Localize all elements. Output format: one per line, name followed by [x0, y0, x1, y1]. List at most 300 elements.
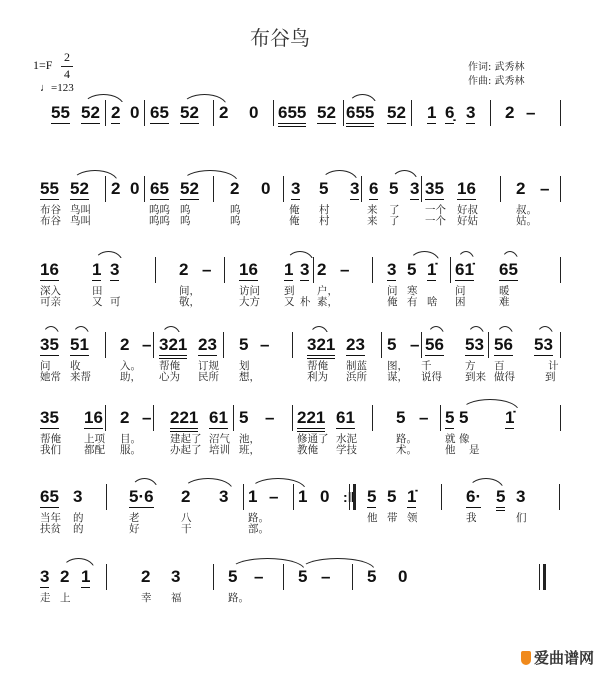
note-text: 5	[387, 335, 397, 354]
note-text: –	[269, 487, 279, 506]
note-group	[319, 180, 328, 198]
duration-underline	[346, 123, 374, 124]
lyric-syllable: 计	[548, 360, 559, 372]
lyric-syllable: 敬，	[179, 296, 200, 308]
note-group	[387, 261, 396, 279]
duration-underline	[170, 428, 198, 429]
note-text: 1	[284, 260, 294, 279]
lyric-syllable: 布谷	[40, 215, 61, 227]
note-text: 52	[180, 179, 199, 198]
lyric-syllable: 叔。	[516, 204, 537, 216]
note-group	[81, 568, 90, 586]
note-group	[40, 409, 59, 427]
note-group	[526, 104, 535, 122]
duration-underline	[180, 123, 199, 124]
barline	[440, 405, 441, 431]
barline	[273, 100, 274, 126]
lyric-syllable: 幸	[141, 592, 152, 604]
note-group	[540, 180, 549, 198]
slur-arc	[501, 251, 519, 263]
slur-arc	[391, 170, 418, 182]
note-text: 5	[367, 567, 377, 586]
lyricist-credit: 作词: 武秀林	[468, 62, 525, 73]
note-text: 2	[317, 260, 327, 279]
duration-underline	[40, 355, 59, 356]
slur-arc	[309, 326, 329, 338]
note-text: 65	[499, 260, 518, 279]
lyric-syllable: 八	[181, 512, 192, 524]
lyric-syllable: 订规	[198, 360, 219, 372]
note-group	[350, 180, 359, 198]
lyric-syllable: 问	[387, 285, 398, 297]
barline	[106, 484, 107, 510]
lyric-syllable: 呜	[180, 215, 191, 227]
note-text: 1̇	[505, 408, 515, 427]
duration-underline	[387, 280, 396, 281]
duration-underline	[466, 123, 475, 124]
duration-underline	[427, 280, 436, 281]
note-group	[239, 336, 248, 354]
slur-arc	[286, 251, 314, 263]
note-group	[317, 104, 336, 122]
duration-underline	[40, 587, 49, 588]
note-group	[40, 180, 59, 198]
tempo-marking	[40, 82, 74, 94]
time-signature-numerator: 2	[64, 50, 70, 64]
note-text: 35	[40, 335, 59, 354]
barline	[421, 332, 422, 358]
lyric-syllable: 深入	[40, 285, 61, 297]
barline	[381, 332, 382, 358]
quarter-note-icon: ♩	[40, 82, 51, 94]
barline	[292, 332, 293, 358]
duration-underline	[369, 199, 378, 200]
slur-arc	[348, 94, 377, 106]
note-text: 221	[297, 408, 326, 427]
duration-underline	[291, 199, 300, 200]
barline	[560, 405, 561, 431]
lyric-syllable: 带	[387, 512, 398, 524]
duration-underline	[534, 355, 553, 356]
note-group	[60, 568, 69, 586]
duration-underline	[110, 280, 119, 281]
note-text: 6	[369, 179, 379, 198]
lyric-syllable: 路。	[228, 592, 249, 604]
duration-underline	[410, 199, 419, 200]
duration-underline	[150, 199, 169, 200]
note-group	[51, 104, 70, 122]
lyric-syllable: 帮俺	[307, 360, 328, 372]
note-text: 61̇	[455, 260, 474, 279]
barline	[105, 332, 106, 358]
note-group	[320, 488, 329, 506]
note-text: 52	[387, 103, 406, 122]
duration-underline	[387, 123, 406, 124]
final-barline	[539, 564, 546, 590]
lyric-syllable: 好	[129, 523, 140, 535]
lyric-syllable: 一个	[425, 215, 446, 227]
note-text: 5	[239, 408, 249, 427]
duration-underline	[297, 428, 325, 429]
note-group	[291, 180, 300, 198]
note-text: –	[526, 103, 536, 122]
note-text: 221	[170, 408, 199, 427]
note-group	[278, 104, 306, 122]
note-group	[40, 336, 59, 354]
barline	[488, 332, 489, 358]
lyric-syllable: 部。	[248, 523, 269, 535]
duration-underline	[300, 280, 309, 281]
lyric-syllable: 领	[407, 512, 418, 524]
lyric-syllable: 上	[60, 592, 71, 604]
barline	[560, 257, 561, 283]
lyric-syllable: 都配	[84, 444, 105, 456]
note-group	[239, 261, 258, 279]
music-note-logo-icon	[521, 651, 531, 665]
note-group	[40, 568, 49, 586]
note-group	[180, 180, 199, 198]
note-text: 3	[300, 260, 310, 279]
slur-arc	[300, 558, 375, 570]
note-group	[398, 568, 407, 586]
barline	[450, 257, 451, 283]
note-group	[466, 104, 475, 122]
lyric-syllable: 一个	[425, 204, 446, 216]
duration-underline	[239, 280, 258, 281]
note-group	[142, 409, 151, 427]
note-group	[129, 488, 154, 506]
duration-underline	[209, 428, 228, 429]
lyric-syllable: 浜所	[346, 371, 367, 383]
lyric-syllable: 姑。	[516, 215, 537, 227]
note-text: 1	[298, 487, 308, 506]
note-text: 5	[387, 487, 397, 506]
duration-underline	[51, 123, 70, 124]
duration-underline	[278, 126, 306, 127]
lyric-syllable: 池，	[239, 433, 260, 445]
slur-arc	[161, 326, 181, 338]
time-signature-denominator: 4	[64, 67, 70, 81]
note-text: 16	[84, 408, 103, 427]
note-group	[389, 180, 398, 198]
duration-underline	[350, 199, 359, 200]
note-group	[410, 180, 419, 198]
barline	[105, 405, 106, 431]
lyric-syllable: 户，	[317, 285, 338, 297]
note-group	[111, 104, 120, 122]
note-group	[317, 261, 326, 279]
lyric-syllable: 民所	[198, 371, 219, 383]
note-text: 6·	[466, 487, 482, 506]
lyric-syllable: 呜呜	[149, 204, 170, 216]
note-group	[181, 488, 190, 506]
repeat-dots: :‖	[343, 489, 355, 505]
note-group	[248, 488, 257, 506]
lyric-syllable: 助，	[120, 371, 141, 383]
lyric-syllable: 路。	[396, 433, 417, 445]
note-text: 1̇	[407, 487, 417, 506]
note-text: 52	[70, 179, 89, 198]
lyric-syllable: 又	[92, 296, 103, 308]
lyric-syllable: 扶贫	[40, 523, 61, 535]
lyric-syllable: 可	[110, 296, 121, 308]
note-text: 52	[317, 103, 336, 122]
note-group	[239, 409, 248, 427]
lyric-syllable: 教俺	[297, 444, 318, 456]
note-text: 2	[111, 179, 121, 198]
duration-underline	[496, 510, 505, 511]
duration-underline	[111, 123, 120, 124]
note-text: 3	[410, 179, 420, 198]
note-group	[445, 104, 454, 122]
lyric-syllable: 到	[284, 285, 295, 297]
duration-underline	[445, 123, 454, 124]
lyric-syllable: 到	[545, 371, 556, 383]
slur-arc	[321, 170, 358, 182]
note-text: 5	[389, 179, 399, 198]
duration-underline	[84, 428, 103, 429]
barline	[560, 176, 561, 202]
note-text: 5	[319, 179, 329, 198]
note-group	[269, 488, 278, 506]
note-group	[219, 488, 228, 506]
duration-underline	[499, 280, 518, 281]
barline	[559, 484, 560, 510]
note-group	[466, 488, 481, 506]
note-group	[120, 409, 129, 427]
barline	[283, 176, 284, 202]
note-text: 5	[459, 408, 469, 427]
lyric-syllable: 俺	[289, 204, 300, 216]
note-group	[179, 261, 188, 279]
lyric-syllable: 难	[499, 296, 510, 308]
lyric-syllable: 来	[367, 215, 378, 227]
note-text: 3	[73, 487, 83, 506]
lyric-syllable: 走	[40, 592, 51, 604]
note-group	[396, 409, 405, 427]
note-text: 2	[505, 103, 515, 122]
note-text: –	[142, 335, 152, 354]
note-group	[150, 104, 169, 122]
note-text: 65	[40, 487, 59, 506]
watermark	[521, 647, 594, 668]
duration-underline	[159, 355, 187, 356]
lyric-syllable: 问	[40, 360, 51, 372]
slur-arc	[131, 478, 158, 490]
lyric-syllable: 她常	[40, 371, 61, 383]
duration-underline	[70, 355, 89, 356]
key-signature: 1=F	[33, 58, 53, 72]
note-text: 2	[179, 260, 189, 279]
lyric-syllable: 到来	[465, 371, 486, 383]
note-group	[298, 488, 307, 506]
barline	[144, 176, 145, 202]
lyric-syllable: 做得	[494, 371, 515, 383]
barline	[490, 100, 491, 126]
note-text: 655	[278, 103, 307, 122]
slur-arc	[42, 326, 60, 338]
slur-arc	[62, 558, 95, 570]
note-group	[40, 261, 59, 279]
lyric-syllable: 困	[455, 296, 466, 308]
note-text: 0	[398, 567, 408, 586]
note-text: 2	[219, 103, 229, 122]
note-group	[249, 104, 258, 122]
note-group	[387, 104, 406, 122]
lyric-syllable: 呜	[230, 204, 241, 216]
note-group	[505, 104, 514, 122]
note-text: 1	[427, 103, 437, 122]
lyric-syllable: 来	[367, 204, 378, 216]
note-text: 3	[171, 567, 181, 586]
lyric-syllable: 大方	[239, 296, 260, 308]
barline	[153, 405, 154, 431]
duration-underline	[40, 507, 59, 508]
duration-underline	[129, 507, 154, 508]
barline	[223, 332, 224, 358]
duration-underline	[445, 428, 454, 429]
lyric-syllable: 有	[407, 296, 418, 308]
duration-underline	[81, 123, 100, 124]
duration-underline	[505, 428, 514, 429]
note-group	[465, 336, 484, 354]
slur-arc	[72, 326, 90, 338]
note-group	[171, 568, 180, 586]
note-text: 35	[40, 408, 59, 427]
note-text: –	[265, 408, 275, 427]
note-group	[260, 336, 269, 354]
barline	[421, 176, 422, 202]
composer-credit: 作曲: 武秀林	[468, 76, 525, 87]
duration-underline	[455, 280, 474, 281]
duration-underline	[346, 355, 365, 356]
duration-underline	[307, 355, 335, 356]
lyric-syllable: 问	[455, 285, 466, 297]
lyric-syllable: 水泥	[336, 433, 357, 445]
lyric-syllable: 制蓝	[346, 360, 367, 372]
note-text: 56	[425, 335, 444, 354]
duration-underline	[180, 199, 199, 200]
note-group	[346, 336, 365, 354]
note-group	[198, 336, 217, 354]
note-text: 65	[150, 179, 169, 198]
barline	[224, 257, 225, 283]
note-text: 2	[111, 103, 121, 122]
note-text: 2	[141, 567, 151, 586]
note-text: 51	[70, 335, 89, 354]
note-text: –	[410, 335, 420, 354]
lyric-syllable: 鸟叫	[70, 204, 91, 216]
note-text: 52	[81, 103, 100, 122]
duration-underline	[425, 355, 444, 356]
note-text: 0	[320, 487, 330, 506]
lyric-syllable: 图，	[387, 360, 408, 372]
duration-underline	[317, 123, 336, 124]
note-group	[455, 261, 474, 279]
note-text: 16	[239, 260, 258, 279]
note-group	[84, 409, 103, 427]
lyric-syllable: 培训	[209, 444, 230, 456]
note-group	[230, 180, 239, 198]
note-text: –	[419, 408, 429, 427]
note-group	[209, 409, 228, 427]
barline	[155, 257, 156, 283]
slur-arc	[182, 94, 227, 106]
note-text: 23	[198, 335, 217, 354]
lyric-syllable: 就	[445, 433, 456, 445]
lyric-syllable: 又	[284, 296, 295, 308]
duration-underline	[40, 280, 59, 281]
note-text: 1	[248, 487, 258, 506]
slur-arc	[72, 170, 118, 182]
note-group	[73, 488, 82, 506]
lyric-syllable: 修通了	[297, 433, 329, 445]
note-text: 65	[150, 103, 169, 122]
duration-underline	[81, 587, 90, 588]
lyric-syllable: 术。	[396, 444, 417, 456]
lyric-syllable: 我们	[40, 444, 61, 456]
note-text: 61	[336, 408, 355, 427]
note-group	[298, 568, 307, 586]
note-text: 2	[120, 408, 130, 427]
duration-underline	[278, 123, 306, 124]
lyric-syllable: 朴	[300, 296, 311, 308]
lyric-syllable: 了	[389, 204, 400, 216]
duration-underline	[457, 199, 476, 200]
note-group	[321, 568, 330, 586]
lyric-syllable: 千	[421, 360, 432, 372]
note-group	[516, 488, 525, 506]
note-group	[170, 409, 198, 427]
barline	[361, 176, 362, 202]
lyric-syllable: 福	[171, 592, 182, 604]
watermark-text: 爱曲谱网	[533, 649, 594, 667]
lyric-syllable: 们	[516, 512, 527, 524]
lyric-syllable: 帮俺	[40, 433, 61, 445]
note-text: 0	[249, 103, 259, 122]
note-text: 3	[291, 179, 301, 198]
note-text: 2	[230, 179, 240, 198]
note-text: 2	[60, 567, 70, 586]
lyric-syllable: 田	[92, 285, 103, 297]
note-group	[387, 336, 396, 354]
note-group	[110, 261, 119, 279]
note-text: –	[340, 260, 350, 279]
lyric-syllable: 谋，	[387, 371, 408, 383]
note-text: 0	[130, 103, 140, 122]
note-group	[499, 261, 518, 279]
note-text: 2	[181, 487, 191, 506]
barline	[560, 100, 561, 126]
note-text: 3	[40, 567, 50, 586]
note-group	[336, 409, 355, 427]
barline	[411, 100, 412, 126]
duration-underline	[40, 428, 59, 429]
lyric-syllable: 干	[181, 523, 192, 535]
note-text: 23	[346, 335, 365, 354]
note-group	[40, 488, 59, 506]
note-text: 55	[40, 179, 59, 198]
lyric-syllable: 布谷	[40, 204, 61, 216]
barline	[343, 100, 344, 126]
note-group	[307, 336, 335, 354]
note-text: 53	[465, 335, 484, 354]
note-group	[387, 488, 396, 506]
note-group	[340, 261, 349, 279]
note-group	[505, 409, 514, 427]
duration-underline	[465, 355, 484, 356]
duration-underline	[494, 355, 513, 356]
